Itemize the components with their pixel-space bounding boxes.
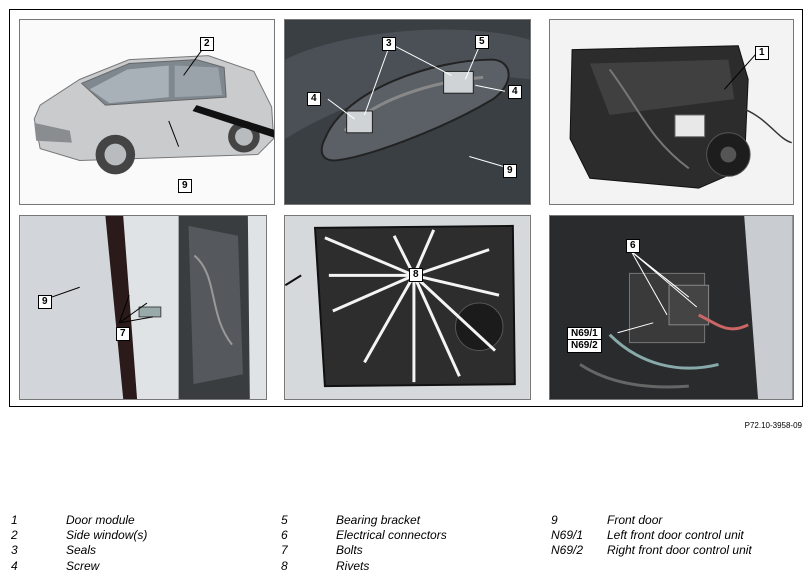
figure-frame [9, 9, 803, 407]
legend-label: Bolts [336, 543, 363, 557]
figure-reference: P72.10-3958-09 [744, 421, 802, 430]
panel-connectors [549, 215, 794, 400]
rivets-illustration [285, 216, 530, 399]
legend-item [270, 543, 540, 558]
legend-label: Right front door control unit [607, 543, 752, 557]
vehicle-illustration [20, 20, 274, 204]
legend-label: Side window(s) [66, 528, 148, 542]
legend-label: Rivets [336, 559, 370, 573]
legend-item [0, 513, 270, 528]
callout-n69-1: N69/1 [567, 327, 602, 341]
callout-9: 9 [178, 179, 192, 193]
legend-number: 4 [11, 559, 18, 573]
callout-2: 2 [200, 37, 214, 51]
callout-n69-2: N69/2 [567, 339, 602, 353]
legend-item [0, 543, 270, 558]
legend-label: Electrical connectors [336, 528, 447, 542]
legend-item [0, 528, 270, 543]
legend-number: 7 [281, 543, 288, 557]
callout-8: 8 [409, 268, 423, 282]
legend-number: N69/1 [551, 528, 584, 542]
legend-label: Door module [66, 513, 135, 527]
legend-label: Seals [66, 543, 97, 557]
legend-item [270, 528, 540, 543]
legend-number: N69/2 [551, 543, 584, 557]
legend-number: 6 [281, 528, 288, 542]
legend-item [270, 559, 540, 574]
legend-number: 8 [281, 559, 288, 573]
panel-vehicle [19, 19, 275, 205]
legend-label: Left front door control unit [607, 528, 744, 542]
legend-label: Front door [607, 513, 663, 527]
panel-door-module [549, 19, 794, 205]
callout-9: 9 [38, 295, 52, 309]
legend [0, 513, 812, 577]
legend-number: 5 [281, 513, 288, 527]
connectors-illustration [550, 216, 793, 399]
panel-door-edge [19, 215, 267, 400]
callout-1: 1 [755, 46, 769, 60]
callout-4-right: 4 [508, 85, 522, 99]
legend-item [540, 513, 810, 528]
legend-number: 2 [11, 528, 18, 542]
callout-4-left: 4 [307, 92, 321, 106]
callout-7: 7 [116, 327, 130, 341]
door-edge-illustration [20, 216, 266, 399]
panel-rivets [284, 215, 531, 400]
legend-item [0, 559, 270, 574]
callout-6: 6 [626, 239, 640, 253]
callout-5: 5 [475, 35, 489, 49]
door-handle-illustration [285, 20, 530, 204]
legend-item [540, 528, 810, 543]
legend-label: Bearing bracket [336, 513, 421, 527]
legend-item [540, 543, 810, 558]
callout-3: 3 [382, 37, 396, 51]
panel-door-handle [284, 19, 531, 205]
legend-number: 9 [551, 513, 558, 527]
legend-label: Screw [66, 559, 100, 573]
callout-9: 9 [503, 164, 517, 178]
legend-number: 1 [11, 513, 18, 527]
legend-item [270, 513, 540, 528]
legend-number: 3 [11, 543, 18, 557]
